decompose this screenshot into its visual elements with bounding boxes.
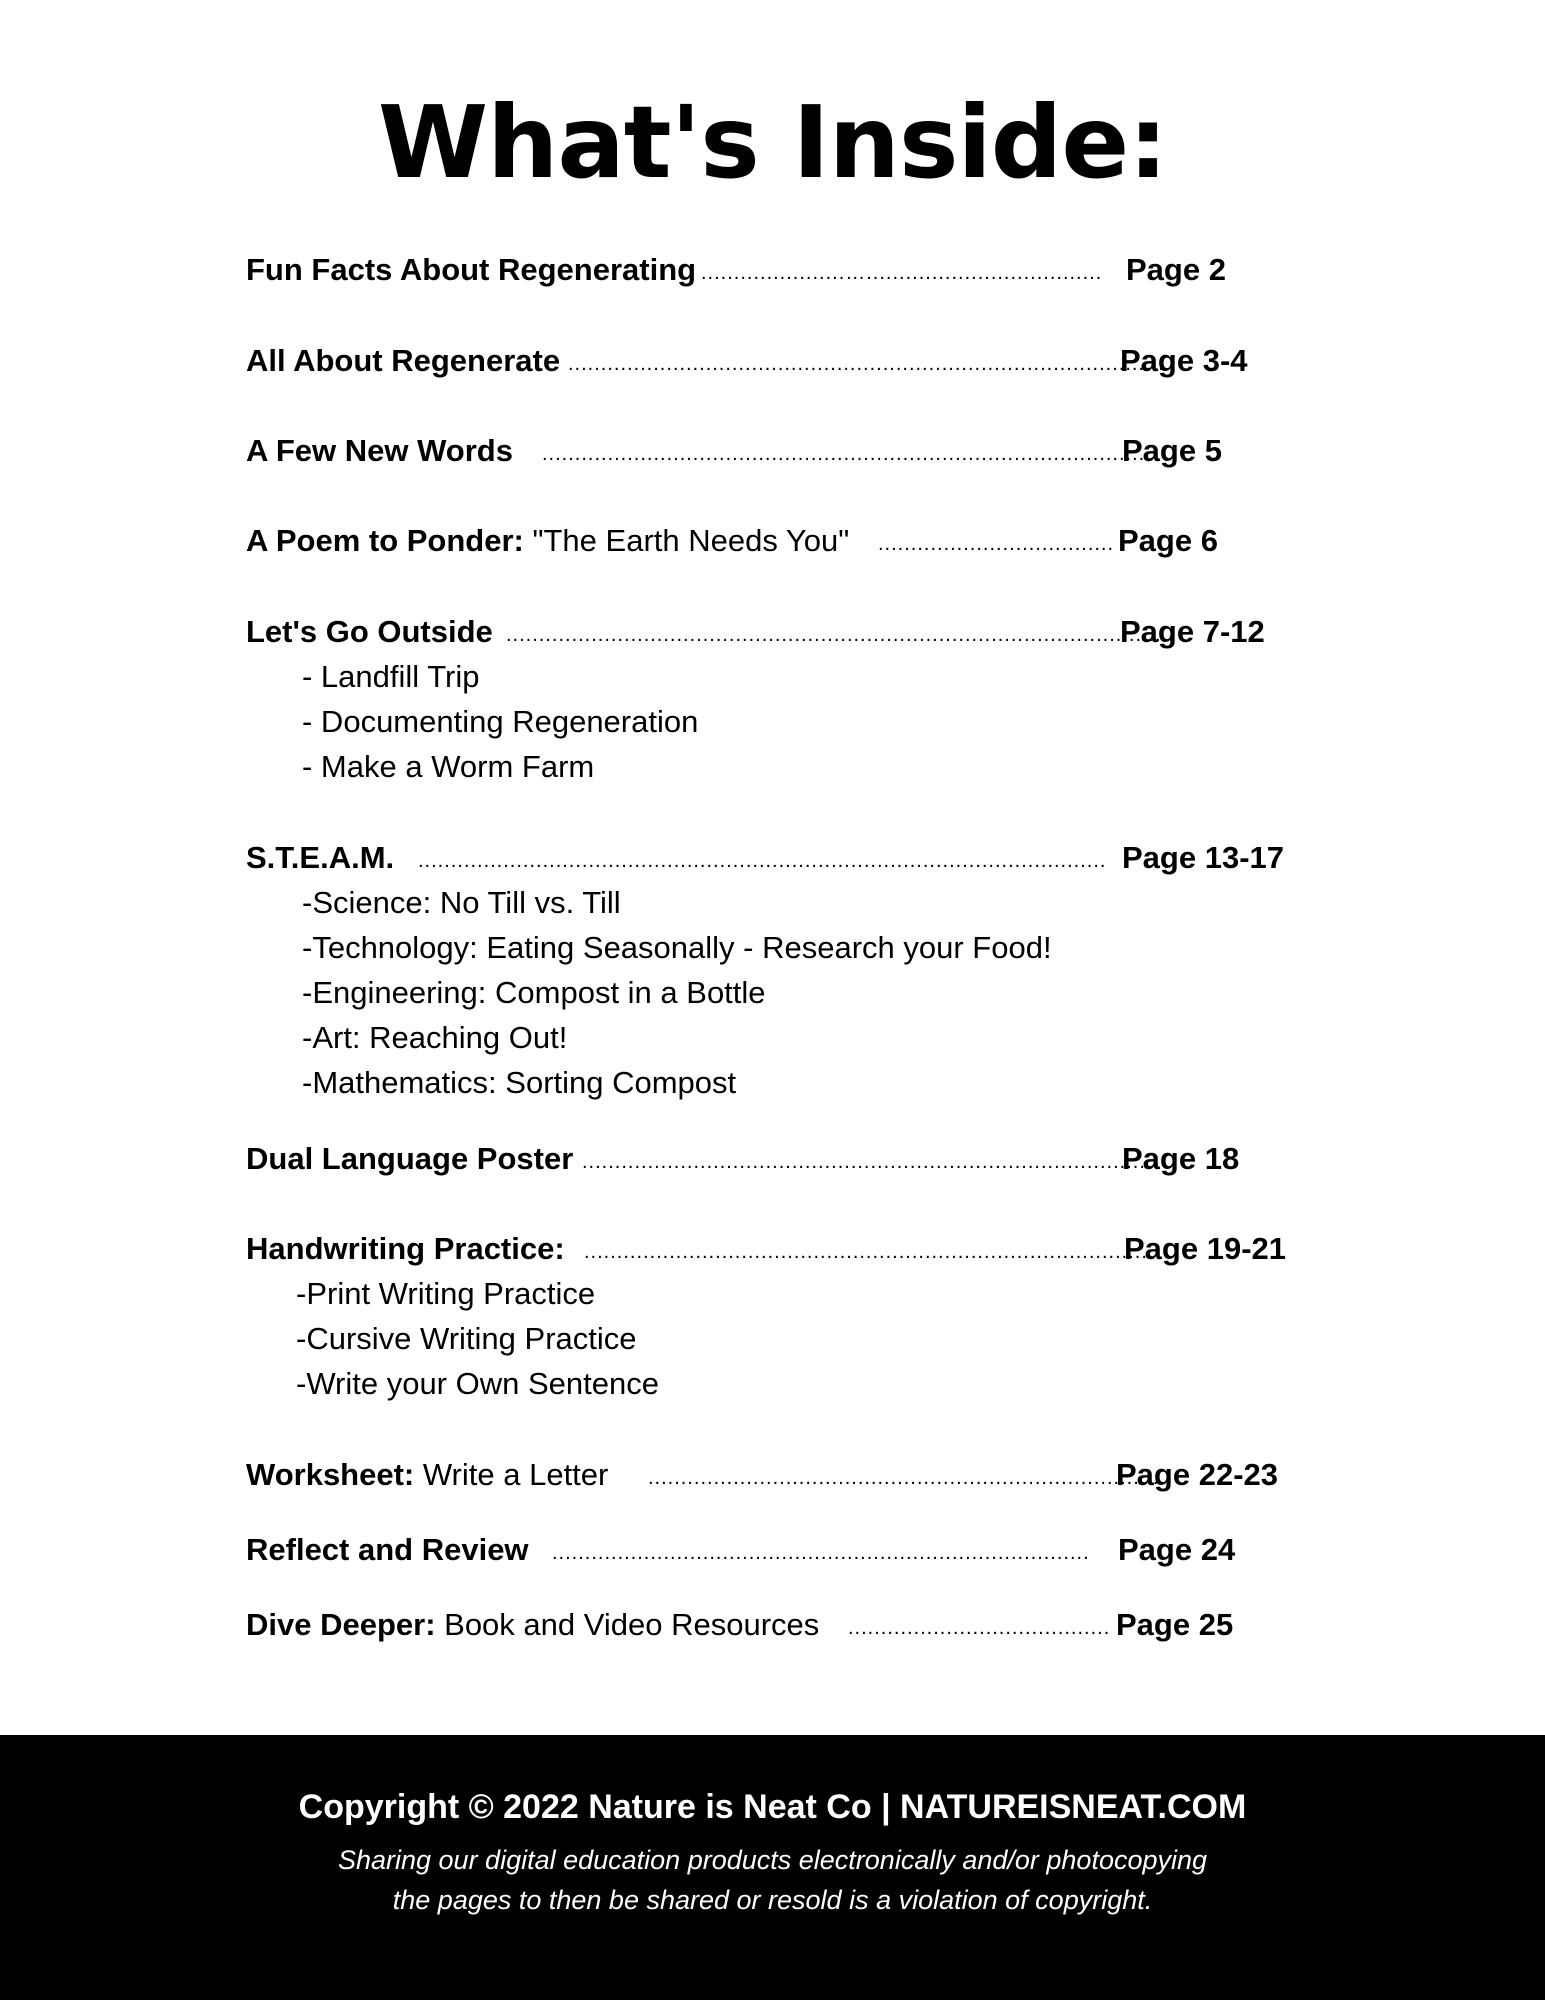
leader-dots: ............................................................................................	[542, 443, 1146, 465]
toc-page-ref: Page 18	[1122, 1141, 1240, 1176]
toc-entry-title: Worksheet: Write a Letter	[246, 1457, 609, 1492]
toc-entry-title: Let's Go Outside	[246, 614, 493, 649]
toc-sub-item: -Engineering: Compost in a Bottle	[302, 975, 766, 1010]
toc-page-ref: Page 25	[1116, 1607, 1234, 1642]
toc-sub-item: - Make a Worm Farm	[302, 749, 595, 784]
toc-sub-item: -Cursive Writing Practice	[296, 1321, 637, 1356]
toc-sub-item: -Write your Own Sentence	[296, 1366, 659, 1401]
toc-sub-item: -Mathematics: Sorting Compost	[302, 1065, 737, 1100]
toc-sub-item: -Science: No Till vs. Till	[302, 885, 621, 920]
toc-sub-item: - Landfill Trip	[302, 659, 480, 694]
footer	[0, 1735, 1545, 2000]
leader-dots: .......................................................................................	[584, 1241, 1155, 1263]
copyright-notice: Copyright © 2022 Nature is Neat Co | NATUREISNEAT.COM	[298, 1788, 1247, 1826]
leader-dots: ..................................................................................	[552, 1542, 1090, 1564]
leader-dots: ......................…....................................	[701, 262, 1103, 284]
toc-page-ref: Page 13-17	[1122, 840, 1284, 875]
toc-entry-title: A Poem to Ponder: "The Earth Needs You"	[246, 523, 850, 558]
toc-entry-title: A Few New Words	[246, 433, 513, 468]
leader-dots: .........................................................................................................	[418, 850, 1107, 872]
toc-sub-item: - Documenting Regeneration	[302, 704, 699, 739]
toc-page-ref: Page 2	[1126, 252, 1226, 287]
toc-page-ref: Page 5	[1122, 433, 1222, 468]
page-title: What's Inside:	[377, 84, 1168, 201]
toc-entry-title: All About Regenerate	[246, 343, 561, 378]
toc-entry-title: Dual Language Poster	[246, 1141, 574, 1176]
toc-entry-title: S.T.E.A.M.	[246, 840, 395, 875]
toc-page-ref: Page 22-23	[1116, 1457, 1278, 1492]
leader-dots: ....................................	[878, 533, 1115, 555]
toc-page-ref: Page 19-21	[1124, 1231, 1286, 1266]
leader-dots: ........................................	[848, 1617, 1111, 1639]
toc-page-ref: Page 7-12	[1120, 614, 1265, 649]
copyright-warning-line-1: Sharing our digital education products electronically and/or photocopying	[337, 1845, 1208, 1875]
toc-sub-item: -Art: Reaching Out!	[302, 1020, 568, 1055]
toc-page-ref: Page 6	[1118, 523, 1218, 558]
toc-page-ref: Page 3-4	[1120, 343, 1248, 378]
copyright-warning-line-2: the pages to then be shared or resold is a violation of copyright.	[392, 1885, 1153, 1915]
leader-dots: ...............................................................................	[648, 1467, 1166, 1489]
toc-sub-item: -Technology: Eating Seasonally - Research your Food!	[302, 930, 1052, 965]
toc-entry-title: Reflect and Review	[246, 1532, 529, 1567]
toc-entry-title: Fun Facts About Regenerating	[246, 252, 697, 287]
toc-page-ref: Page 24	[1118, 1532, 1236, 1567]
toc-sub-item: -Print Writing Practice	[296, 1276, 596, 1311]
leader-dots: ........................................................................................	[582, 1151, 1159, 1173]
leader-dots: ...........................................................................................	[568, 353, 1165, 375]
leader-dots: ......................................................................................................	[506, 624, 1175, 646]
toc-entry-title: Handwriting Practice:	[246, 1231, 565, 1266]
toc-entry-title: Dive Deeper: Book and Video Resources	[246, 1607, 820, 1642]
